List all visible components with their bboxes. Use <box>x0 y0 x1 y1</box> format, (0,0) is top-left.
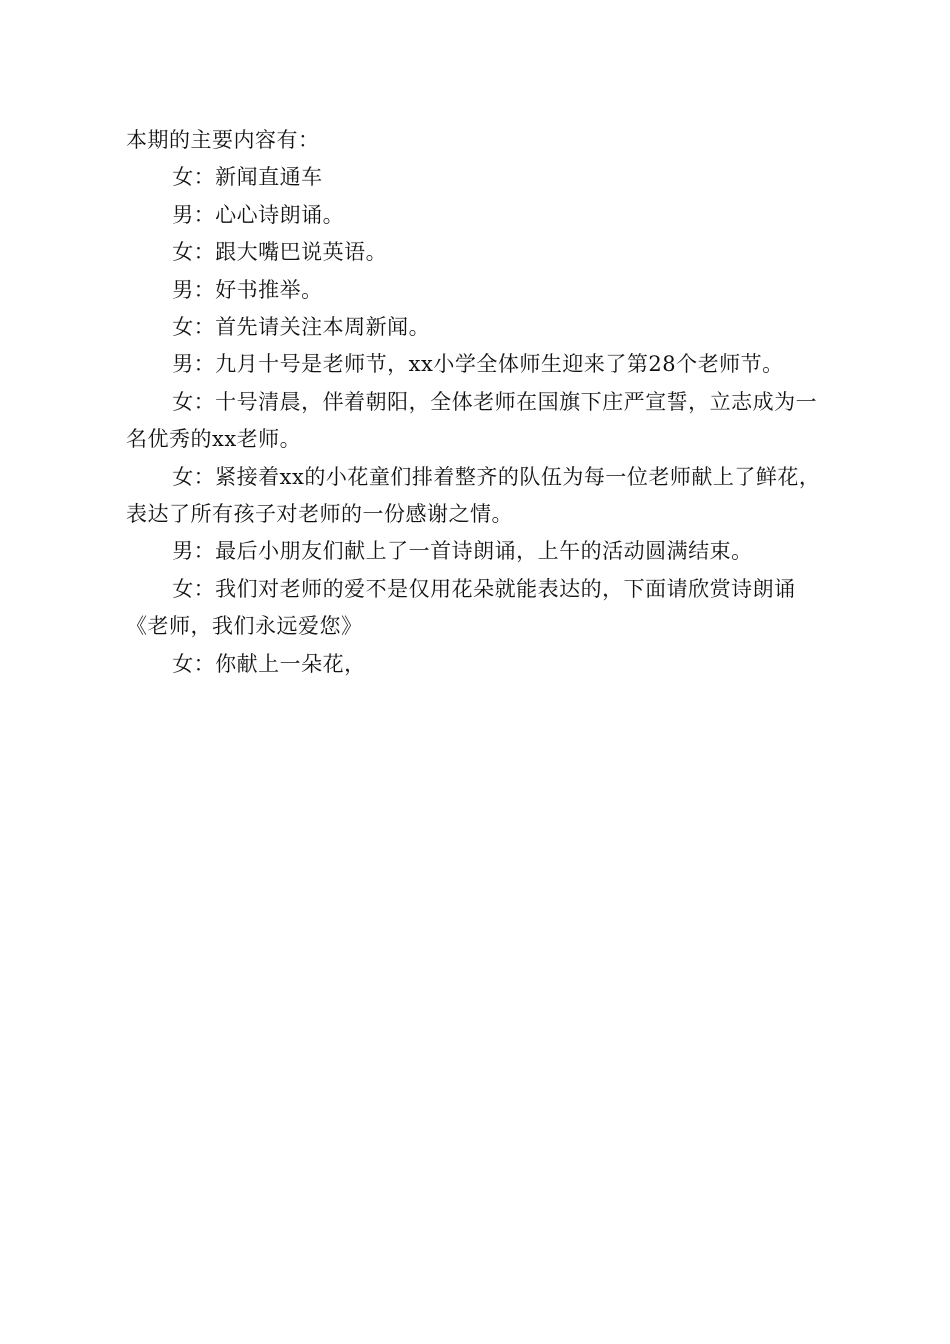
dialogue-line: 女：首先请关注本周新闻。 <box>172 315 431 340</box>
dialogue-line: 男：心心诗朗诵。 <box>172 202 345 227</box>
dialogue-line: 男：好书推举。 <box>172 277 323 302</box>
dialogue-line: 女：你献上一朵花， <box>172 651 366 676</box>
document-body <box>126 122 826 683</box>
dialogue-line: 男：九月十号是老师节，xx小学全体师生迎来了第28个老师节。 <box>172 352 784 377</box>
dialogue-line: 女：紧接着xx的小花童们排着整齐的队伍为每一位老师献上了鲜花，表达了所有孩子对老师的一份感谢之情。 <box>126 464 821 527</box>
dialogue-line: 女：跟大嘴巴说英语。 <box>172 240 388 265</box>
intro-line: 本期的主要内容有： <box>126 128 320 152</box>
dialogue-line: 女：我们对老师的爱不是仅用花朵就能表达的，下面请欣赏诗朗诵《老师，我们永远爱您》 <box>126 576 796 639</box>
dialogue-line: 男：最后小朋友们献上了一首诗朗诵，上午的活动圆满结束。 <box>172 539 753 564</box>
dialogue-line: 女：十号清晨，伴着朝阳，全体老师在国旗下庄严宣誓，立志成为一名优秀的xx老师。 <box>126 389 818 452</box>
dialogue-line: 女：新闻直通车 <box>172 165 323 190</box>
